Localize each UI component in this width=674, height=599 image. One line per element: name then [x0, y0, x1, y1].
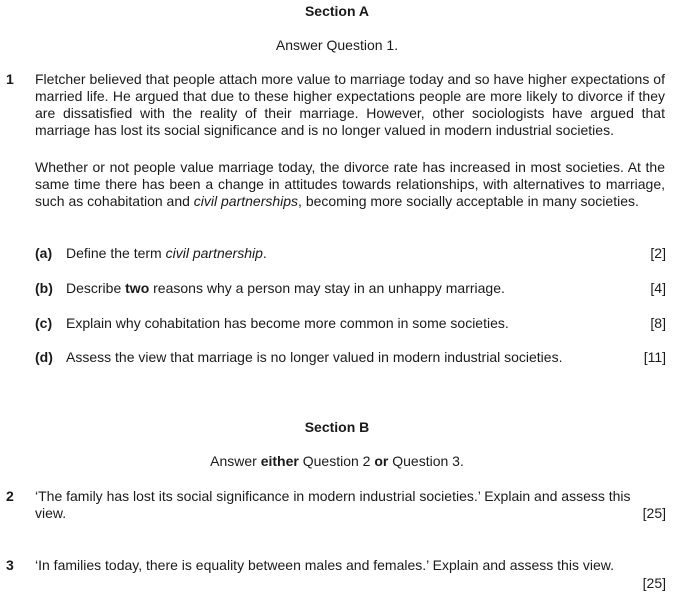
- question-1b: [35, 280, 665, 297]
- question-3-number: 3: [6, 557, 14, 573]
- part-text-end: .: [262, 245, 267, 261]
- instruction-text-1: Answer: [210, 453, 261, 469]
- part-label: (a): [35, 245, 53, 261]
- section-b-instruction: [0, 453, 674, 470]
- question-2-line-1: ‘The family has lost its social significance in modern industrial societies.’ Explain and assess this: [35, 488, 631, 504]
- question-1d-marks: [11]: [643, 349, 666, 365]
- part-text: Assess the view that marriage is no longer valued in modern industrial societies.: [66, 349, 563, 365]
- part-text-start: Define the term: [66, 245, 166, 261]
- part-text-end: reasons why a person may stay in an unhappy marriage.: [149, 280, 505, 296]
- paragraph-2-emphasis: civil partnerships: [193, 193, 299, 209]
- instruction-text-2: Question 2: [298, 453, 375, 469]
- part-text-bold: two: [125, 280, 150, 296]
- question-1a-marks: [2]: [650, 245, 666, 261]
- part-text-emphasis: civil partnership: [165, 245, 263, 261]
- paragraph-2-text-end: , becoming more socially acceptable in many societies.: [298, 193, 639, 209]
- question-1-paragraph-2: [35, 159, 665, 210]
- section-b-title: Section B: [304, 419, 370, 435]
- question-2-number: 2: [6, 488, 14, 504]
- instruction-text-3: Question 3.: [388, 453, 464, 469]
- section-a-title: Section A: [304, 3, 370, 19]
- part-label: (b): [35, 280, 53, 296]
- question-1-paragraph-1: Fletcher believed that people attach more value to marriage today and so have higher expectations of married life. He argued that due to these higher expectations people are more likely to divorce if they are dissatisfied with the reality of their marriage. However, other sociologists have argued that marriage has lost its social significance and is no longer valued in modern industrial societies.: [35, 71, 665, 138]
- part-label: (c): [35, 315, 53, 331]
- part-label: (d): [35, 349, 53, 365]
- section-a-instruction: Answer Question 1.: [275, 37, 399, 53]
- question-1d: [35, 349, 665, 366]
- instruction-or: or: [374, 453, 389, 469]
- question-1c: [35, 315, 665, 332]
- question-2-line-2: view.: [35, 505, 67, 521]
- question-1c-marks: [8]: [650, 315, 666, 331]
- paragraph-2-text-start: Whether or not people value marriage today, the divorce rate has increased in most societies. At the same time there has been a change in attitudes towards relationships, with alternatives to marriage, such as cohabitation and: [35, 159, 665, 209]
- part-text-start: Describe: [66, 280, 126, 296]
- question-3-marks: [25]: [642, 575, 666, 591]
- question-1b-marks: [4]: [650, 280, 666, 296]
- question-2-marks: [25]: [642, 505, 666, 521]
- question-3-text: ‘In families today, there is equality between males and females.’ Explain and assess this view.: [35, 557, 614, 573]
- part-text: Explain why cohabitation has become more common in some societies.: [66, 315, 509, 331]
- question-1a: [35, 245, 665, 262]
- instruction-either: either: [260, 453, 299, 469]
- question-1-number: 1: [6, 71, 14, 87]
